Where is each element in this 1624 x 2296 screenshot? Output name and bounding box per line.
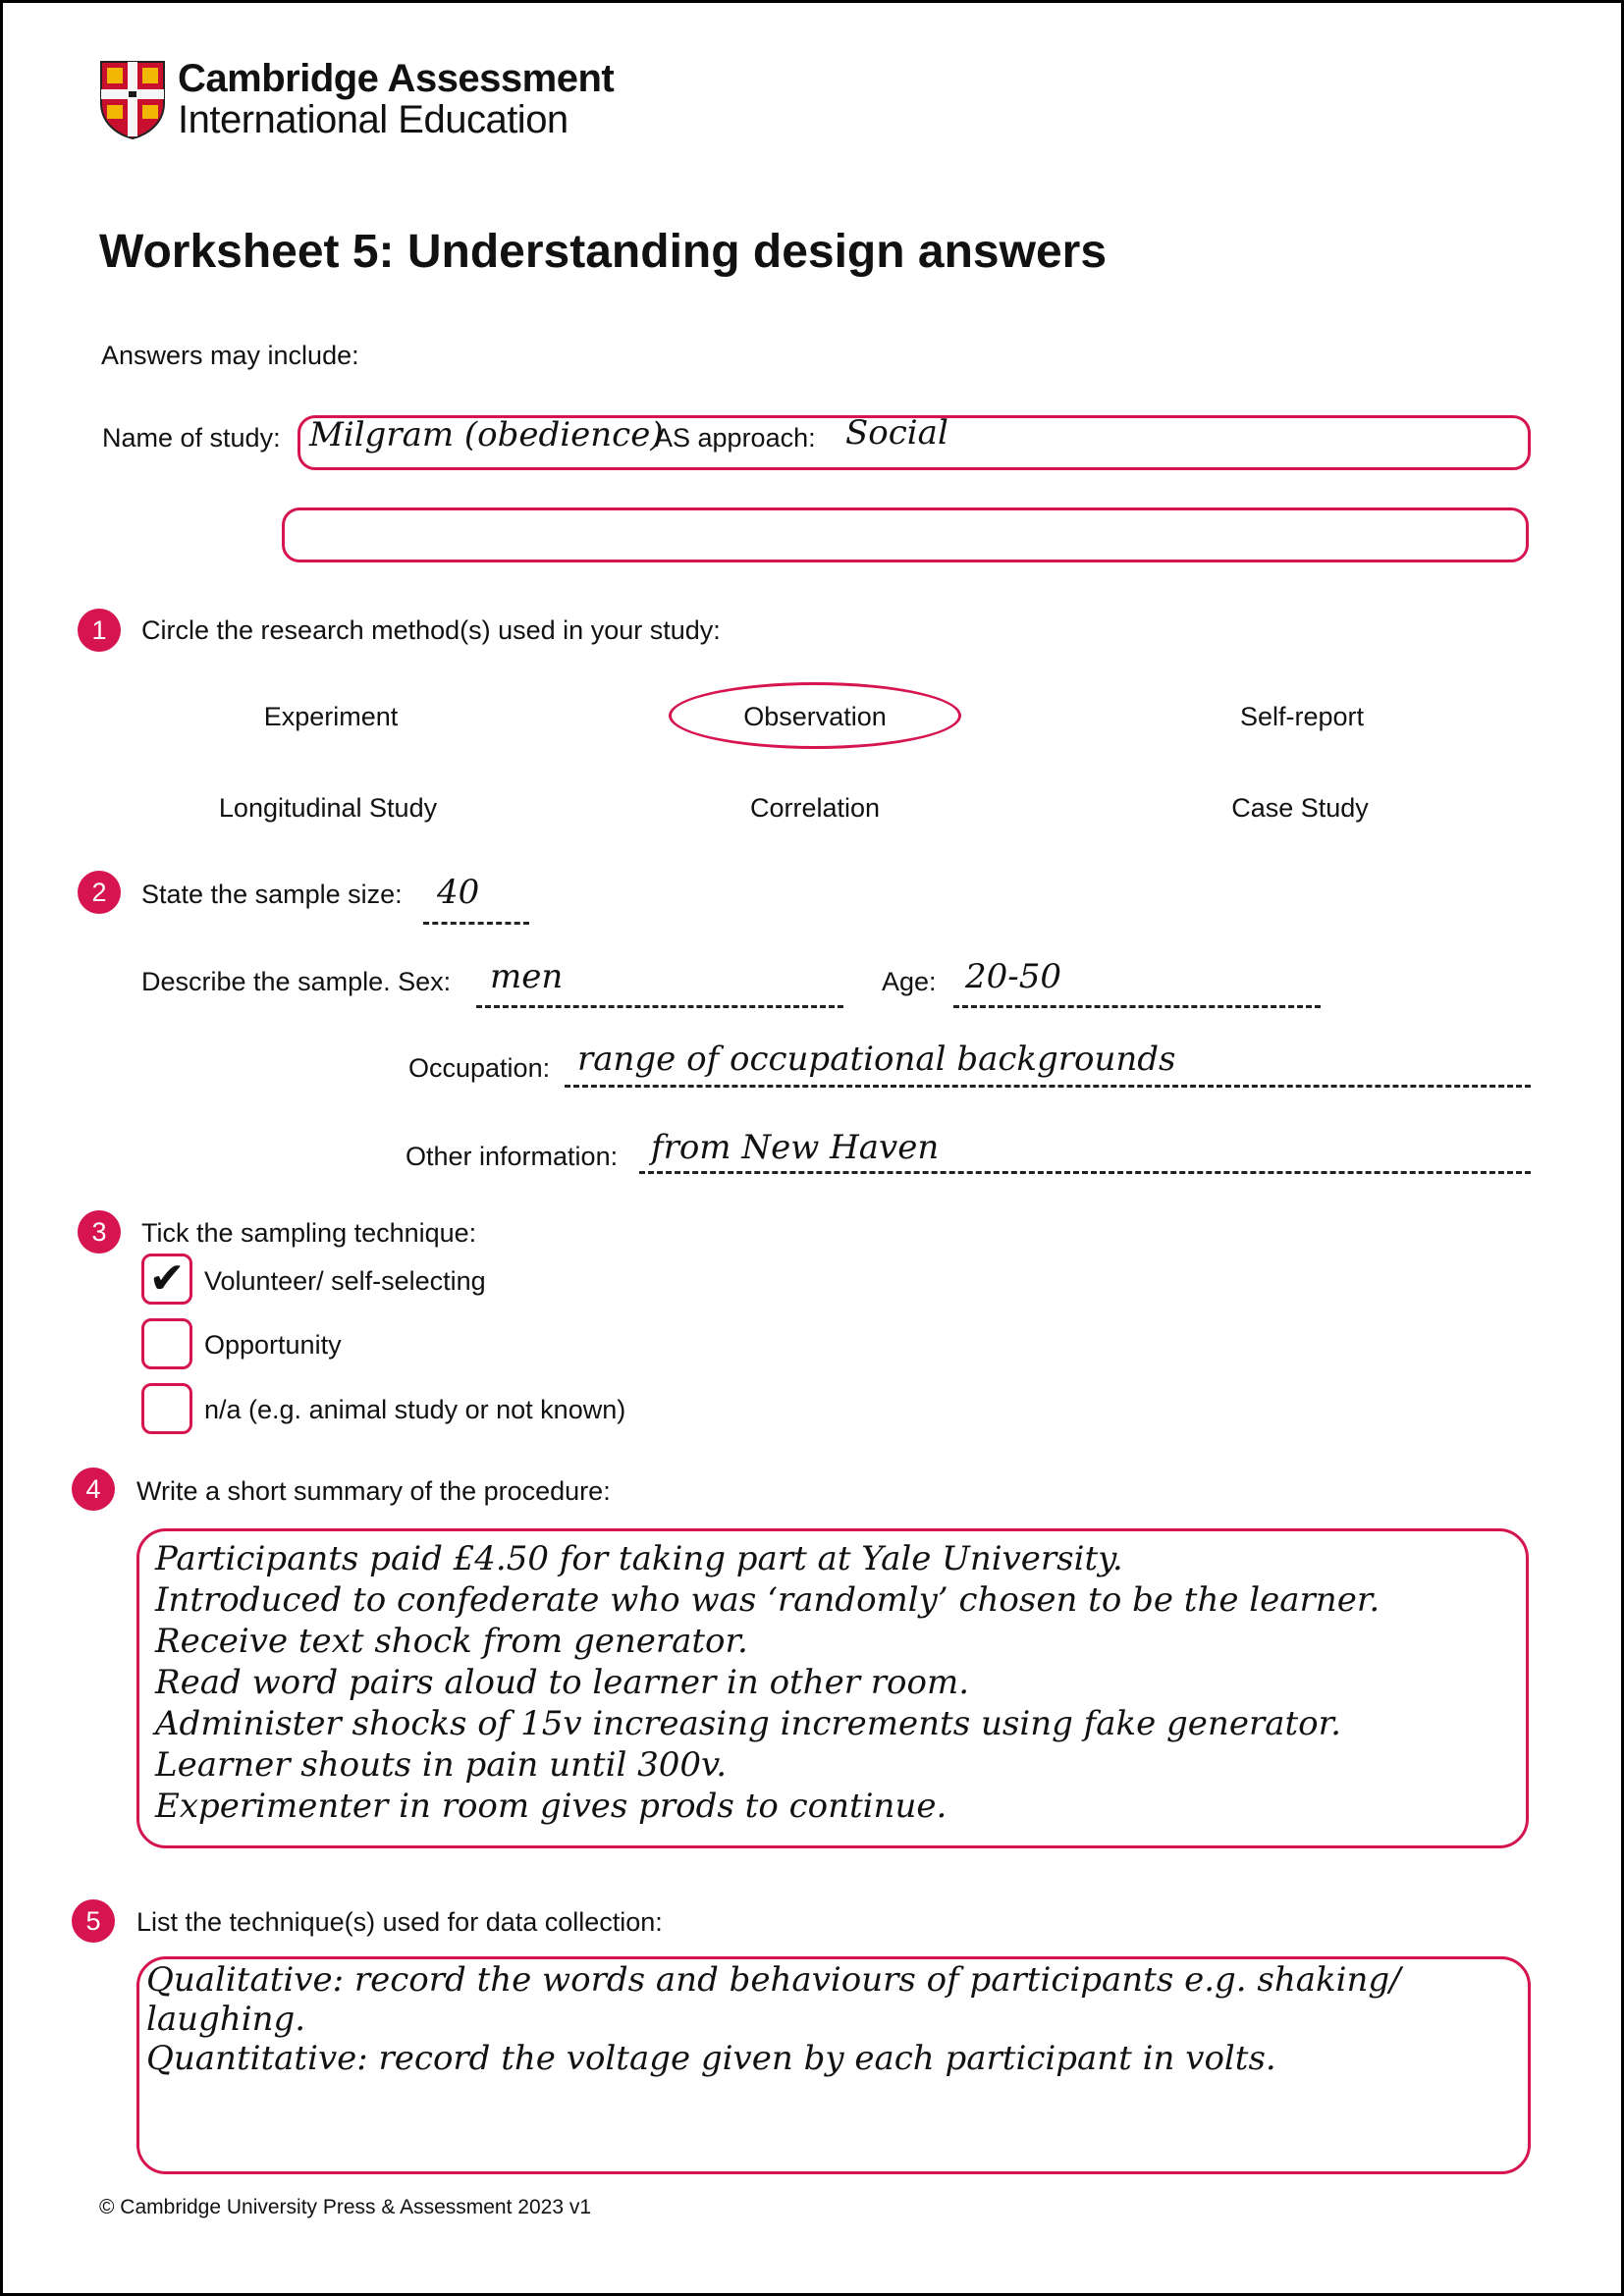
checkbox-opportunity[interactable] xyxy=(141,1318,192,1369)
method-self-report[interactable]: Self-report xyxy=(1239,702,1365,731)
procedure-text xyxy=(155,1538,1380,1827)
checkbox-volunteer[interactable]: ✔ xyxy=(141,1254,192,1305)
other-info-label: Other information: xyxy=(406,1142,619,1171)
intro-text: Answers may include: xyxy=(101,341,359,370)
method-longitudinal-study[interactable]: Longitudinal Study xyxy=(218,793,438,823)
question-5-text: List the technique(s) used for data collection: xyxy=(136,1907,663,1937)
page-title: Worksheet 5: Understanding design answers xyxy=(99,226,1108,278)
logo-line-1: Cambridge Assessment xyxy=(178,57,615,100)
method-experiment[interactable]: Experiment xyxy=(263,702,399,731)
cambridge-shield-icon xyxy=(99,60,166,140)
occupation-line[interactable] xyxy=(565,1085,1531,1088)
procedure-line: Read word pairs aloud to learner in other room. xyxy=(155,1663,970,1702)
question-3-text: Tick the sampling technique: xyxy=(141,1218,477,1248)
method-observation[interactable]: Observation xyxy=(743,702,887,731)
data-collection-text xyxy=(146,1960,1401,2078)
question-number-1: 1 xyxy=(78,609,121,652)
question-1-text: Circle the research method(s) used in your study: xyxy=(141,615,721,645)
logo-line-2: International Education xyxy=(178,98,568,141)
procedure-line: Receive text shock from generator. xyxy=(155,1622,748,1661)
approach-value: Social xyxy=(845,413,948,453)
procedure-line: Participants paid £4.50 for taking part at Yale University. xyxy=(155,1539,1123,1578)
question-number-4: 4 xyxy=(72,1468,115,1511)
sex-line[interactable] xyxy=(476,1005,843,1008)
method-correlation[interactable]: Correlation xyxy=(749,793,881,823)
other-info-value: from New Haven xyxy=(651,1128,940,1167)
copyright-footer: © Cambridge University Press & Assessment 2023 v1 xyxy=(99,2196,592,2218)
data-collection-line: laughing. xyxy=(146,2000,306,2039)
checkbox-na[interactable] xyxy=(141,1383,192,1434)
procedure-line: Introduced to confederate who was ‘randomly’ chosen to be the learner. xyxy=(155,1580,1380,1620)
approach-label: AS approach: xyxy=(655,423,816,453)
study-name-value: Milgram (obedience) xyxy=(309,415,664,454)
sample-size-line[interactable] xyxy=(423,922,529,925)
age-label: Age: xyxy=(882,967,937,996)
data-collection-line: Qualitative: record the words and behaviours of participants e.g. shaking/ xyxy=(146,1960,1401,2000)
age-value: 20-50 xyxy=(965,957,1062,996)
question-number-5: 5 xyxy=(72,1899,115,1943)
method-case-study[interactable]: Case Study xyxy=(1231,793,1369,823)
age-line[interactable] xyxy=(953,1005,1321,1008)
question-number-2: 2 xyxy=(78,871,121,914)
sex-value: men xyxy=(490,957,564,996)
option-volunteer-label: Volunteer/ self-selecting xyxy=(204,1266,486,1296)
other-info-line[interactable] xyxy=(639,1171,1531,1174)
describe-sex-label: Describe the sample. Sex: xyxy=(141,967,452,996)
question-4-text: Write a short summary of the procedure: xyxy=(136,1476,611,1506)
procedure-line: Experimenter in room gives prods to continue. xyxy=(155,1787,947,1826)
option-na-label: n/a (e.g. animal study or not known) xyxy=(204,1395,626,1424)
question-number-3: 3 xyxy=(78,1210,121,1254)
study-extra-box[interactable] xyxy=(282,507,1529,562)
brand-logo-text xyxy=(178,58,614,140)
sample-size-value: 40 xyxy=(437,873,480,912)
occupation-value: range of occupational backgrounds xyxy=(577,1040,1176,1079)
question-2-text: State the sample size: xyxy=(141,880,403,909)
occupation-label: Occupation: xyxy=(408,1053,551,1083)
data-collection-line: Quantitative: record the voltage given by each participant in volts. xyxy=(146,2039,1276,2078)
procedure-line: Learner shouts in pain until 300v. xyxy=(155,1745,728,1785)
procedure-line: Administer shocks of 15v increasing increments using fake generator. xyxy=(155,1704,1341,1743)
study-name-label: Name of study: xyxy=(102,423,281,453)
option-opportunity-label: Opportunity xyxy=(204,1330,342,1360)
